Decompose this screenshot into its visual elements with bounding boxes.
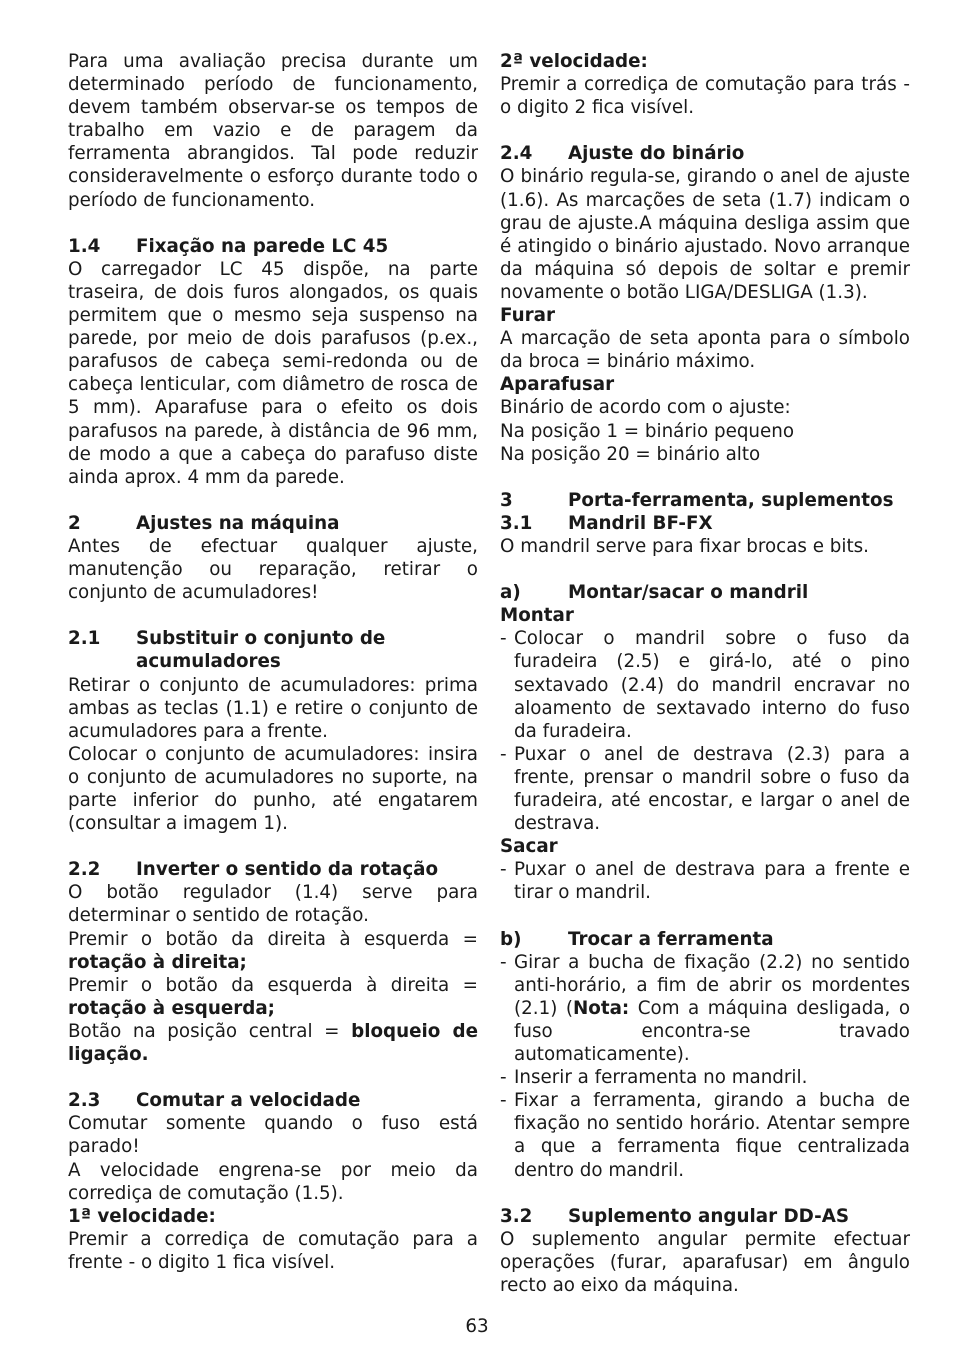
section-heading-2-4 — [500, 142, 910, 165]
section-title: Suplemento angular DD-AS — [568, 1205, 850, 1227]
page-number: 63 — [465, 1316, 489, 1337]
list-item: - Puxar o anel de destrava para a frente e tirar o mandril. — [500, 859, 910, 904]
section-body: O carregador LC 45 dispõe, na parte traseira, de dois furos alongados, os quais permitem que o mesmo seja suspenso na parede, por meio de dois parafusos (p.ex., parafusos de cabeça semi-redonda ou de cabeça lenticular, com diâmetro de rosca de 5 mm). Aparafuse para o efeito os dois parafusos na parede, à distância de 96 mm, de modo a que a cabeça do parafuso diste ainda aprox. 4 mm da parede. — [68, 258, 478, 488]
section-number: 2 — [68, 512, 81, 534]
section-number: a) — [500, 582, 521, 604]
section-body: O botão regulador (1.4) serve para determinar o sentido de rotação. — [68, 882, 478, 927]
section-heading-a — [500, 581, 910, 604]
section-number: 2.3 — [68, 1090, 101, 1112]
subheading-montar: Montar — [500, 605, 574, 627]
rotation-right-line: Premir o botão da direita à esquerda = rotação à direita; — [68, 928, 478, 973]
section-body: Premir a corrediça de comutação para trás - o digito 2 fica visível. — [500, 74, 910, 119]
section-title: Porta-ferramenta, suplementos — [568, 489, 894, 511]
list-item: - Puxar o anel de destrava (2.3) para a frente, prensar o mandril sobre o fuso da furadeira, até encostar, e largar o anel de destrava. — [500, 743, 910, 835]
section-title: Substituir o conjunto de acumuladores — [136, 628, 386, 673]
section-body: Comutar somente quando o fuso está parado! — [68, 1113, 478, 1158]
section-body: Binário de acordo com o ajuste: — [500, 397, 791, 419]
section-body: O binário regula-se, girando o anel de ajuste (1.6). As marcações de seta (1.7) indicam o grau de ajuste.A máquina desliga assim que é atingido o binário ajustado. Novo arranque da máquina só depois de soltar e premir novamente o botão LIGA/DESLIGA (1.3). — [500, 166, 910, 303]
section-number: 1.4 — [68, 235, 101, 257]
section-number: 3 — [500, 489, 513, 511]
section-body: A marcação de seta aponta para o símbolo da broca = binário máximo. — [500, 328, 910, 373]
section-heading-2-2 — [68, 858, 478, 881]
section-body: Retirar o conjunto de acumuladores: prima ambas as teclas (1.1) e retire o conjunto de acumuladores para a frente. — [68, 674, 478, 742]
section-body: Colocar o conjunto de acumuladores: insira o conjunto de acumuladores no suporte, na parte inferior do punho, até engatarem (consultar a imagem 1). — [68, 743, 478, 835]
section-body: Na posição 1 = binário pequeno — [500, 420, 795, 442]
subheading-furar: Furar — [500, 305, 555, 327]
subheading-first-speed: 1ª velocidade: — [68, 1205, 216, 1227]
right-column — [500, 50, 910, 1297]
intro-paragraph: Para uma avaliação precisa durante um determinado período de funcionamento, devem também observar-se os tempos de trabalho em vazio e de paragem da ferramenta abrangidos. Tal pode reduzir consideravelmente o esforço durante todo o período de funcionamento. — [68, 51, 478, 211]
section-title: Fixação na parede LC 45 — [136, 235, 389, 257]
section-title: Trocar a ferramenta — [568, 928, 774, 950]
section-body: O suplemento angular permite efectuar operações (furar, aparafusar) em ângulo recto ao eixo da máquina. — [500, 1228, 910, 1296]
list-item: - Colocar o mandril sobre o fuso da furadeira (2.5) e girá-lo, até o pino sextavado (2.4) do mandril encravar no aloamento de sextavado interno do fuso da furadeira. — [500, 628, 910, 742]
section-body: Na posição 20 = binário alto — [500, 443, 761, 465]
list-item: - Inserir a ferramenta no mandril. — [500, 1067, 808, 1089]
section-number: 3.1 — [500, 512, 533, 534]
section-body: Premir a corrediça de comutação para a frente - o digito 1 fica visível. — [68, 1228, 478, 1273]
rotation-left-line: Premir o botão da esquerda à direita = rotação à esquerda; — [68, 974, 478, 1019]
section-title: Mandril BF-FX — [568, 512, 713, 534]
list-item: - Girar a bucha de fixação (2.2) no sentido anti-horário, a fim de abrir os mordentes (2.1) (Nota: Com a máquina desligada, o fuso encontra-se travado automaticamente). — [500, 951, 911, 1066]
subheading-aparafusar: Aparafusar — [500, 374, 615, 396]
section-body: Antes de efectuar qualquer ajuste, manutenção ou reparação, retirar o conjunto de acumuladores! — [68, 535, 478, 604]
subheading-second-speed: 2ª velocidade: — [500, 51, 648, 72]
section-heading-2-1 — [68, 627, 478, 673]
list-item: - Fixar a ferramenta, girando a bucha de fixação no sentido horário. Atentar sempre a que a ferramenta fique centralizada dentro do mandril. — [500, 1090, 910, 1181]
section-title: Inverter o sentido da rotação — [136, 859, 439, 881]
section-title: Ajustes na máquina — [136, 512, 340, 534]
section-number: 2.2 — [68, 859, 101, 881]
subheading-sacar: Sacar — [500, 836, 558, 858]
section-heading-2 — [68, 512, 478, 535]
section-number: 2.4 — [500, 143, 533, 165]
section-title: Ajuste do binário — [568, 143, 745, 165]
section-number: 2.1 — [68, 628, 101, 650]
section-heading-3 — [500, 489, 910, 512]
section-heading-3-2 — [500, 1205, 910, 1228]
section-number: 3.2 — [500, 1205, 533, 1227]
lock-position-line: Botão na posição central = bloqueio de ligação. — [68, 1020, 478, 1066]
section-number: b) — [500, 928, 522, 950]
section-title: Montar/sacar o mandril — [568, 582, 809, 604]
section-heading-b — [500, 928, 910, 951]
section-heading-1-4 — [68, 235, 478, 258]
section-title: Comutar a velocidade — [136, 1090, 361, 1112]
section-body: O mandril serve para fixar brocas e bits. — [500, 535, 869, 557]
left-column — [68, 50, 478, 1274]
section-heading-3-1 — [500, 512, 910, 535]
section-heading-2-3 — [68, 1089, 478, 1112]
section-body: A velocidade engrena-se por meio da corrediça de comutação (1.5). — [68, 1159, 478, 1204]
